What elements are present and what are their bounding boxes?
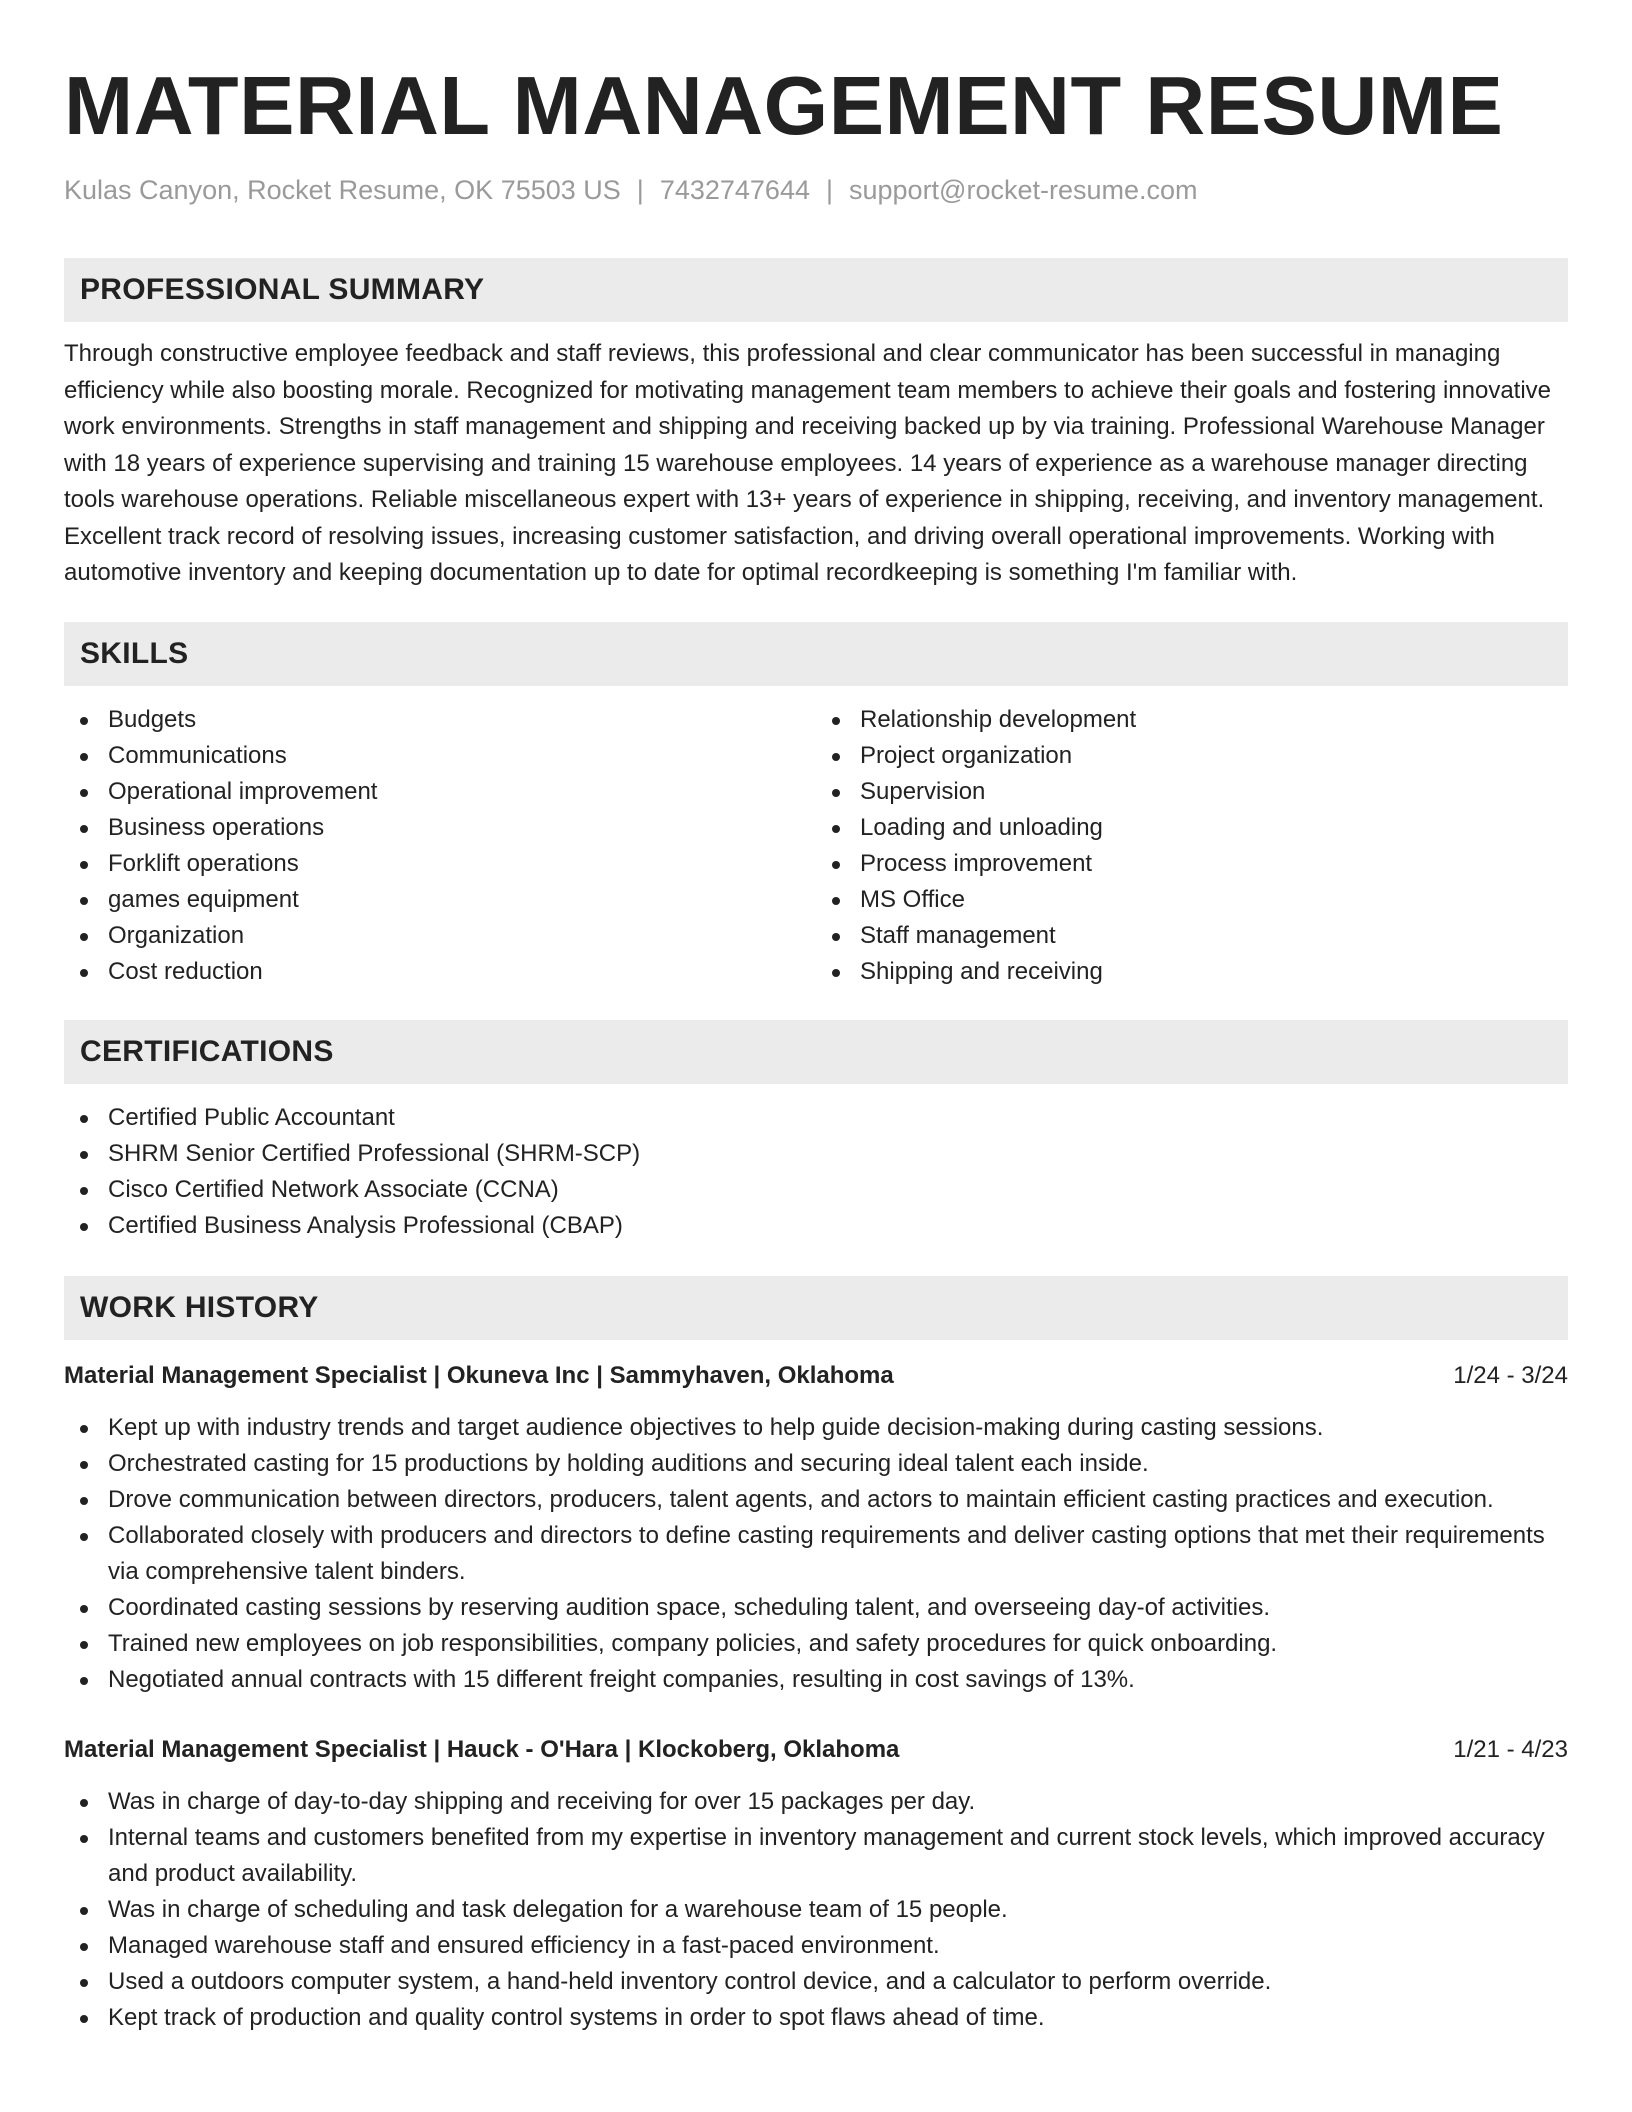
job-bullet: Collaborated closely with producers and directors to define casting requirements and deliver casting options that met their requirements via comprehensive talent binders. <box>64 1518 1568 1590</box>
job-header <box>64 1358 1568 1394</box>
skill-item: Loading and unloading <box>816 810 1568 846</box>
skill-item: Cost reduction <box>64 954 816 990</box>
job-bullet: Was in charge of day-to-day shipping and receiving for over 15 packages per day. <box>64 1784 1568 1820</box>
contact-email: support@rocket-resume.com <box>849 175 1198 205</box>
skill-item: Communications <box>64 738 816 774</box>
job-bullet: Kept track of production and quality control systems in order to spot flaws ahead of time. <box>64 2000 1568 2036</box>
job-entry <box>64 1358 1568 1698</box>
resume-title: MATERIAL MANAGEMENT RESUME <box>64 59 1504 152</box>
job-title: Material Management Specialist | Hauck - O'Hara | Klockoberg, Oklahoma <box>64 1735 900 1763</box>
skill-item: Business operations <box>64 810 816 846</box>
skill-item: Shipping and receiving <box>816 954 1568 990</box>
certifications-list <box>64 1100 1568 1244</box>
section-header-summary: PROFESSIONAL SUMMARY <box>64 258 1568 322</box>
skill-item: Operational improvement <box>64 774 816 810</box>
job-bullet: Was in charge of scheduling and task delegation for a warehouse team of 15 people. <box>64 1892 1568 1928</box>
job-bullet: Negotiated annual contracts with 15 different freight companies, resulting in cost savings of 13%. <box>64 1662 1568 1698</box>
skills-column-left <box>64 702 816 990</box>
skill-item: Staff management <box>816 918 1568 954</box>
job-bullet: Trained new employees on job responsibilities, company policies, and safety procedures for quick onboarding. <box>64 1626 1568 1662</box>
job-dates: 1/21 - 4/23 <box>1453 1735 1568 1763</box>
job-bullet-list <box>64 1784 1568 2036</box>
certification-item: Certified Business Analysis Professional (CBAP) <box>64 1208 1568 1244</box>
certification-item: Cisco Certified Network Associate (CCNA) <box>64 1172 1568 1208</box>
job-bullet-list <box>64 1410 1568 1698</box>
contact-line <box>64 170 1568 210</box>
job-bullet: Drove communication between directors, producers, talent agents, and actors to maintain efficient casting practices and execution. <box>64 1482 1568 1518</box>
contact-separator: | <box>636 175 644 205</box>
contact-address: Kulas Canyon, Rocket Resume, OK 75503 US <box>64 175 621 205</box>
contact-phone: 7432747644 <box>659 175 810 205</box>
section-header-skills: SKILLS <box>64 622 1568 686</box>
job-entry <box>64 1732 1568 2036</box>
skill-item: games equipment <box>64 882 816 918</box>
skills-list <box>64 702 1568 990</box>
skill-item: Supervision <box>816 774 1568 810</box>
skills-column-right <box>816 702 1568 990</box>
job-header <box>64 1732 1568 1768</box>
section-header-certifications: CERTIFICATIONS <box>64 1020 1568 1084</box>
job-bullet: Kept up with industry trends and target audience objectives to help guide decision-making during casting sessions. <box>64 1410 1568 1446</box>
job-bullet: Used a outdoors computer system, a hand-held inventory control device, and a calculator to perform override. <box>64 1964 1568 2000</box>
skill-item: MS Office <box>816 882 1568 918</box>
skill-item: Budgets <box>64 702 816 738</box>
job-bullet: Managed warehouse staff and ensured efficiency in a fast-paced environment. <box>64 1928 1568 1964</box>
skill-item: Relationship development <box>816 702 1568 738</box>
job-dates: 1/24 - 3/24 <box>1453 1361 1568 1389</box>
skill-item: Organization <box>64 918 816 954</box>
skill-item: Forklift operations <box>64 846 816 882</box>
skill-item: Process improvement <box>816 846 1568 882</box>
contact-separator: | <box>825 175 833 205</box>
job-title: Material Management Specialist | Okuneva Inc | Sammyhaven, Oklahoma <box>64 1361 894 1389</box>
skill-item: Project organization <box>816 738 1568 774</box>
certification-item: Certified Public Accountant <box>64 1100 1568 1136</box>
job-bullet: Coordinated casting sessions by reserving audition space, scheduling talent, and overseeing day-of activities. <box>64 1590 1568 1626</box>
section-header-work-history: WORK HISTORY <box>64 1276 1568 1340</box>
job-bullet: Orchestrated casting for 15 productions by holding auditions and securing ideal talent each inside. <box>64 1446 1568 1482</box>
job-bullet: Internal teams and customers benefited from my expertise in inventory management and current stock levels, which improved accuracy and product availability. <box>64 1820 1568 1892</box>
summary-text: Through constructive employee feedback and staff reviews, this professional and clear communicator has been successful in managing efficiency while also boosting morale. Recognized for motivating management team members to achieve their goals and fostering innovative work environments. Strengths in staff management and shipping and receiving backed up by via training. Professional Warehouse Manager with 18 years of experience supervising and training 15 warehouse employees. 14 years of experience as a warehouse manager directing tools warehouse operations. Reliable miscellaneous expert with 13+ years of experience in shipping, receiving, and inventory management. Excellent track record of resolving issues, increasing customer satisfaction, and driving overall operational improvements. Working with automotive inventory and keeping documentation up to date for optimal recordkeeping is something I'm familiar with. <box>64 340 1552 586</box>
certification-item: SHRM Senior Certified Professional (SHRM-SCP) <box>64 1136 1568 1172</box>
